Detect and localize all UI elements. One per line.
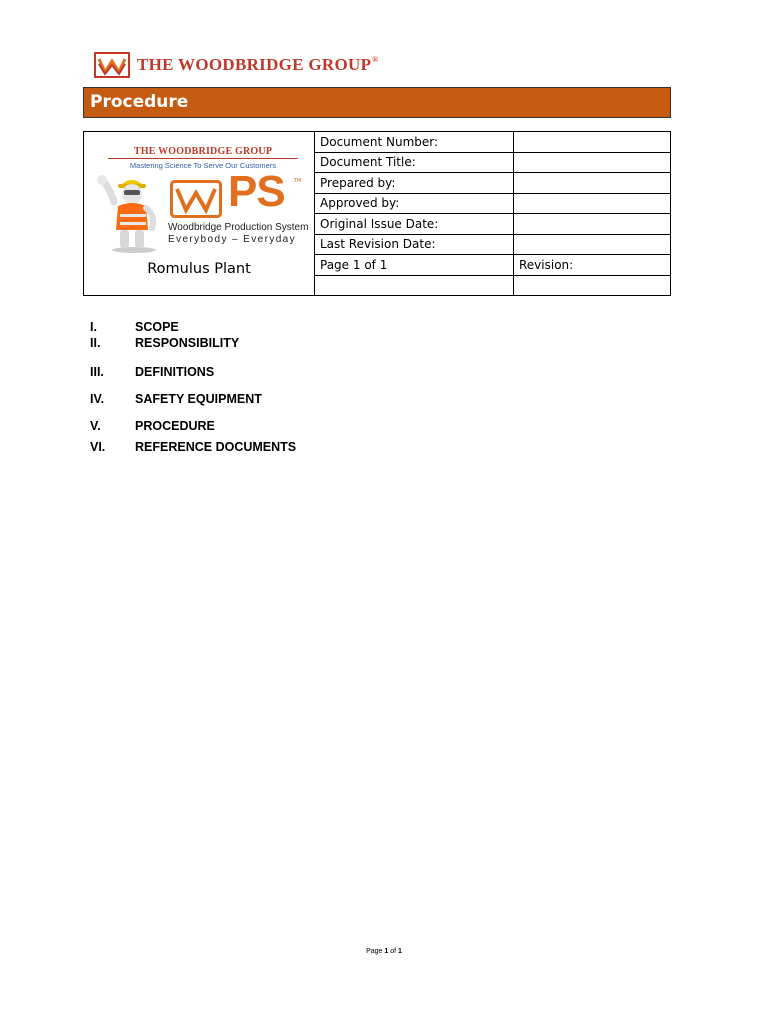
section-number: IV. bbox=[90, 392, 105, 406]
section-title: DEFINITIONS bbox=[135, 365, 215, 379]
page-count-label: Page 1 of 1 bbox=[315, 255, 514, 276]
revision-label: Revision: bbox=[514, 255, 671, 276]
section-title: SCOPE bbox=[135, 320, 179, 334]
section-number: VI. bbox=[90, 440, 106, 454]
company-name: THE WOODBRIDGE GROUP® bbox=[137, 55, 379, 74]
procedure-header-bar bbox=[83, 87, 671, 118]
section-number: II. bbox=[90, 336, 101, 350]
doc-title-label: Document Title: bbox=[315, 152, 514, 173]
company-tagline: Mastering Science To Serve Our Customers bbox=[129, 161, 277, 170]
wg-small-logo: THE WOODBRIDGE GROUP bbox=[108, 146, 298, 159]
wps-w-icon bbox=[170, 180, 222, 218]
approved-by-value[interactable] bbox=[514, 193, 671, 214]
system-motto: Everybody – Everyday bbox=[168, 234, 297, 245]
section-number: V. bbox=[90, 419, 101, 433]
section-number: I. bbox=[90, 320, 97, 334]
company-logo bbox=[94, 50, 379, 80]
section-title: PROCEDURE bbox=[135, 419, 215, 433]
last-revision-date-label: Last Revision Date: bbox=[315, 234, 514, 255]
page-footer: Page 1 of 1 bbox=[366, 948, 402, 955]
procedure-title: Procedure bbox=[90, 92, 189, 112]
wps-trademark: TM bbox=[294, 178, 302, 184]
approved-by-label: Approved by: bbox=[315, 193, 514, 214]
document-info-table bbox=[83, 131, 671, 296]
doc-number-label: Document Number: bbox=[315, 132, 514, 153]
section-number: III. bbox=[90, 365, 104, 379]
blank-cell-left[interactable] bbox=[315, 275, 514, 296]
original-issue-date-label: Original Issue Date: bbox=[315, 214, 514, 235]
mascot-worker-icon bbox=[94, 172, 164, 254]
blank-cell-right[interactable] bbox=[514, 275, 671, 296]
original-issue-date-value[interactable] bbox=[514, 214, 671, 235]
system-name: Woodbridge Production System bbox=[168, 222, 309, 233]
prepared-by-label: Prepared by: bbox=[315, 173, 514, 194]
doc-title-value[interactable] bbox=[514, 152, 671, 173]
wps-letters: PS bbox=[228, 167, 285, 216]
woodbridge-logo-icon bbox=[94, 52, 130, 78]
section-title: SAFETY EQUIPMENT bbox=[135, 392, 262, 406]
last-revision-date-value[interactable] bbox=[514, 234, 671, 255]
doc-number-value[interactable] bbox=[514, 132, 671, 153]
section-title: RESPONSIBILITY bbox=[135, 336, 240, 350]
plant-name: Romulus Plant bbox=[147, 261, 251, 277]
prepared-by-value[interactable] bbox=[514, 173, 671, 194]
wps-logo-cell bbox=[84, 132, 315, 296]
section-title: REFERENCE DOCUMENTS bbox=[135, 440, 297, 454]
